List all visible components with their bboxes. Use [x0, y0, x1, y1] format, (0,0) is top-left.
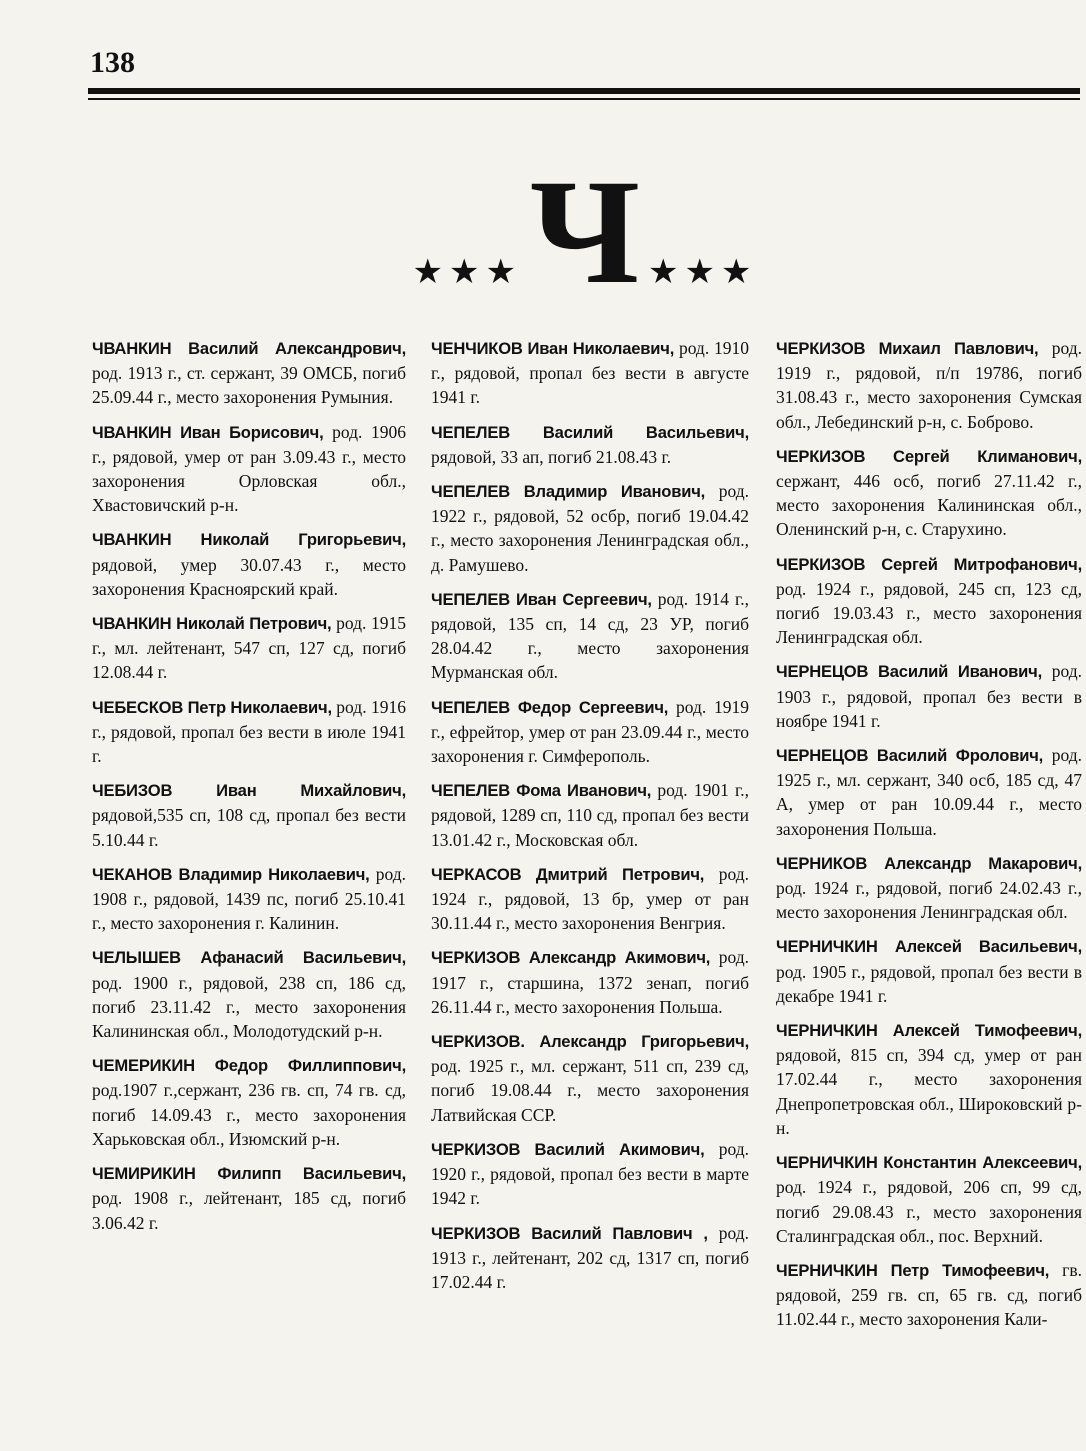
- page-number: 138: [90, 46, 135, 79]
- column-2: [431, 336, 749, 1304]
- entry: [431, 778, 749, 852]
- entry: [431, 1137, 749, 1211]
- entry: [776, 1018, 1082, 1140]
- entry-text: род. 1906 г., рядовой, умер от ран 3.09.43 г., место захоронения Орловская обл., Хвастовичский р-н.: [92, 421, 407, 516]
- entry-name: ЧВАНКИН Иван Борисович,: [92, 422, 324, 442]
- entry: [431, 695, 749, 769]
- entry-text: род. 1905 г., рядовой, пропал без вести в декабре 1941 г.: [776, 961, 1082, 1006]
- entry-text: рядовой, умер 30.07.43 г., место захоронения Красноярский край.: [92, 554, 406, 599]
- header-rule-thin: [88, 98, 1080, 100]
- stars-right: ★★★: [648, 254, 758, 291]
- entry: [431, 945, 749, 1019]
- entry-name: ЧЕРНИЧКИН Константин Алексеевич,: [776, 1153, 1082, 1173]
- entry-name: ЧЕПЕЛЕВ Фома Иванович,: [431, 781, 652, 801]
- entry-text: род. 1925 г., мл. сержант, 511 сп, 239 сд, погиб 19.08.44 г., место захоронения Латвийская ССР.: [431, 1056, 749, 1125]
- entry: [92, 695, 406, 769]
- entry-text: род. 1919 г., ефрейтор, умер от ран 23.09.44 г., место захоронения г. Симферополь.: [431, 696, 749, 767]
- entry: [776, 851, 1082, 925]
- entry-name: ЧЕМЕРИКИН Федор Филлиппович,: [92, 1056, 406, 1076]
- entry-text: рядовой,535 сп, 108 сд, пропал без вести 5.10.44 г.: [92, 805, 406, 850]
- column-1: [92, 336, 406, 1245]
- entry-text: род. 1924 г., рядовой, погиб 24.02.43 г., место захоронения Ленинградская обл.: [776, 878, 1082, 923]
- entry: [431, 1221, 749, 1295]
- header-rule-thick: [88, 88, 1080, 94]
- entry-name: ЧЕПЕЛЕВ Иван Сергеевич,: [431, 589, 652, 609]
- entry: [431, 1029, 749, 1127]
- entry: [776, 934, 1082, 1008]
- entry-text: род. 1924 г., рядовой, 245 сп, 123 сд, погиб 19.03.43 г., место захоронения Ленинградская обл.: [776, 578, 1082, 648]
- entry-name: ЧЕРКИЗОВ Василий Павлович ,: [431, 1223, 708, 1243]
- entry-text: род. 1915 г., мл. лейтенант, 547 сп, 127 сд, погиб 12.08.44 г.: [92, 613, 407, 683]
- entry-text: род. 1910 г., рядовой, пропал без вести в августе 1941 г.: [431, 338, 749, 408]
- entry-text: род. 1925 г., мл. сержант, 340 осб, 185 сд, 47 А, умер от ран 10.09.44 г., место захоронения Польша.: [776, 745, 1082, 839]
- entry: [431, 862, 749, 936]
- entry-name: ЧЕПЕЛЕВ Федор Сергеевич,: [431, 697, 669, 717]
- entry-name: ЧЕПЕЛЕВ Василий Васильевич,: [431, 422, 749, 442]
- entry: [776, 444, 1082, 542]
- entry-text: род. 1903 г., рядовой, пропал без вести в ноябре 1941 г.: [776, 661, 1082, 731]
- entry-name: ЧЕБЕСКОВ Петр Николаевич,: [92, 697, 332, 717]
- entry-name: ЧЕРКИЗОВ Сергей Климанович,: [776, 446, 1082, 466]
- entry: [92, 778, 406, 852]
- entry: [92, 420, 406, 518]
- entry-name: ЧЕРНИЧКИН Алексей Тимофеевич,: [776, 1021, 1082, 1041]
- entry-name: ЧЕНЧИКОВ Иван Николаевич,: [431, 339, 675, 358]
- entry: [431, 336, 749, 410]
- entry-text: род.1907 г.,сержант, 236 гв. сп, 74 гв. сд, погиб 14.09.43 г., место захоронения Харьковская обл., Изюмский р-н.: [92, 1080, 406, 1149]
- entry-text: род. 1914 г., рядовой, 135 сп, 14 сд, 23 УР, погиб 28.04.42 г., место захоронения Мурманская обл.: [431, 588, 750, 683]
- entry: [92, 1053, 406, 1151]
- entry-name: ЧЕРКИЗОВ Михаил Павлович,: [776, 339, 1039, 358]
- stars-left: ★★★: [412, 254, 522, 291]
- entry-name: ЧЕРНИКОВ Александр Макарович,: [776, 853, 1082, 873]
- entry-name: ЧЕМИРИКИН Филипп Васильевич,: [92, 1164, 406, 1184]
- entry: [776, 1150, 1082, 1248]
- entry-name: ЧЕПЕЛЕВ Владимир Иванович,: [431, 482, 706, 502]
- entry-text: род. 1913 г., лейтенант, 202 сд, 1317 сп, погиб 17.02.44 г.: [431, 1222, 749, 1292]
- entry-text: род. 1908 г., лейтенант, 185 сд, погиб 3.06.42 г.: [92, 1188, 406, 1233]
- entry-text: род. 1913 г., ст. сержант, 39 ОМСБ, погиб 25.09.44 г., место захоронения Румыния.: [92, 363, 406, 408]
- entry-name: ЧЕКАНОВ Владимир Николаевич,: [92, 864, 370, 884]
- entry: [431, 587, 749, 685]
- entry: [92, 527, 406, 601]
- entry-name: ЧЕРКАСОВ Дмитрий Петрович,: [431, 864, 705, 884]
- entry: [776, 1258, 1082, 1332]
- entry-name: ЧВАНКИН Николай Петрович,: [92, 614, 332, 634]
- entry-text: род. 1908 г., рядовой, 1439 пс, погиб 25.10.41 г., место захоронения г. Калинин.: [92, 863, 407, 934]
- entry-text: гв. рядовой, 259 гв. сп, 65 гв. сд, погиб 11.02.44 г., место захоронения Кали-: [776, 1259, 1082, 1330]
- entry: [92, 945, 406, 1043]
- entry-name: ЧЕРНИЧКИН Петр Тимофеевич,: [776, 1260, 1050, 1280]
- entry: [776, 659, 1082, 733]
- entry-name: ЧЕЛЫШЕВ Афанасий Васильевич,: [92, 948, 406, 968]
- entry-text: род. 1920 г., рядовой, пропал без вести в марте 1942 г.: [431, 1138, 749, 1209]
- entry-text: род. 1919 г., рядовой, п/п 19786, погиб 31.08.43 г., место захоронения Сумская обл., Лебединский р-н, с. Боброво.: [776, 338, 1083, 432]
- entry-name: ЧЕРКИЗОВ Василий Акимович,: [431, 1139, 705, 1159]
- entry-name: ЧВАНКИН Василий Александрович,: [92, 339, 406, 358]
- entry: [431, 420, 749, 469]
- entry-text: род. 1900 г., рядовой, 238 сп, 186 сд, погиб 23.11.42 г., место захоронения Калининская обл., Молодотудский р-н.: [92, 972, 406, 1042]
- entry-text: род. 1917 г., старшина, 1372 зенап, погиб 26.11.44 г., место захоронения Польша.: [431, 947, 749, 1017]
- entry-text: род. 1922 г., рядовой, 52 осбр, погиб 19.04.42 г., место захоронения Ленинградская обл., д. Рамушево.: [431, 481, 750, 575]
- entry-name: ЧЕРКИЗОВ Александр Акимович,: [431, 948, 711, 968]
- entry: [776, 336, 1082, 434]
- entry-name: ЧЕРНИЧКИН Алексей Васильевич,: [776, 937, 1082, 957]
- entry: [92, 611, 406, 685]
- entry-name: ЧЕРКИЗОВ Сергей Митрофанович,: [776, 554, 1082, 574]
- entry-text: род. 1916 г., рядовой, пропал без вести в июле 1941 г.: [92, 696, 406, 767]
- entry-text: рядовой, 815 сп, 394 сд, умер от ран 17.02.44 г., место захоронения Днепропетровская обл., Широковский р-н.: [776, 1045, 1082, 1138]
- entry-text: род. 1901 г., рядовой, 1289 сп, 110 сд, пропал без вести 13.01.42 г., Московская обл.: [431, 780, 750, 850]
- entry-name: ЧЕРНЕЦОВ Василий Фролович,: [776, 746, 1044, 766]
- entry: [92, 336, 406, 410]
- entry: [776, 552, 1082, 650]
- entry-name: ЧЕБИЗОВ Иван Михайлович,: [92, 781, 406, 801]
- column-3: [776, 336, 1082, 1342]
- entry: [776, 743, 1082, 841]
- entry: [92, 862, 406, 936]
- entry-text: рядовой, 33 ап, погиб 21.08.43 г.: [431, 446, 672, 467]
- section-letter: Ч: [529, 149, 641, 315]
- entry-text: сержант, 446 осб, погиб 27.11.42 г., место захоронения Калининская обл., Оленинский р-н, с. Старухино.: [776, 471, 1082, 540]
- entry: [92, 1161, 406, 1235]
- section-letter-heading: [412, 149, 758, 315]
- entry-name: ЧЕРНЕЦОВ Василий Иванович,: [776, 662, 1043, 682]
- entry-name: ЧВАНКИН Николай Григорьевич,: [92, 530, 406, 550]
- entry: [431, 479, 749, 577]
- entry-name: ЧЕРКИЗОВ. Александр Григорьевич,: [431, 1032, 749, 1052]
- entry-text: род. 1924 г., рядовой, 206 сп, 99 сд, погиб 29.08.43 г., место захоронения Сталинградская обл., пос. Верхний.: [776, 1177, 1082, 1246]
- entry-text: род. 1924 г., рядовой, 13 бр, умер от ран 30.11.44 г., место захоронения Венгрия.: [431, 863, 749, 934]
